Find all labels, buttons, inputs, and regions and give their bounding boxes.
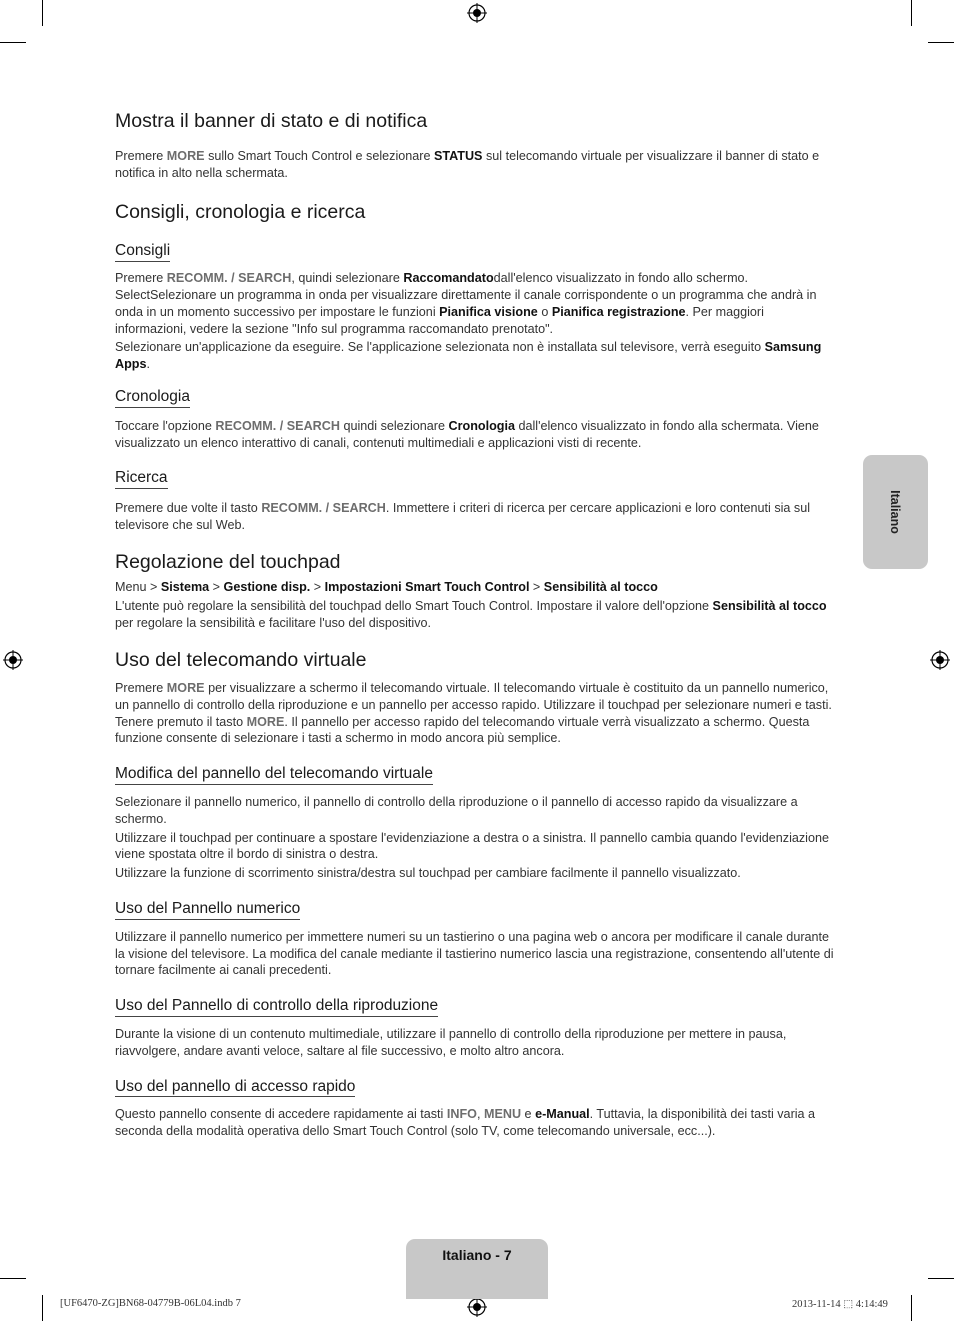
language-side-tab xyxy=(863,455,928,569)
key-name: RECOMM. / SEARCH xyxy=(166,271,292,286)
menu-option: Raccomandato xyxy=(403,271,494,286)
crop-mark xyxy=(42,1295,43,1321)
registration-mark-icon xyxy=(930,650,950,670)
menu-option: e-Manual xyxy=(535,1107,590,1122)
paragraph: Premere MORE sullo Smart Touch Control e selezionare STATUS sul telecomando virtuale per visualizzare il banner di stato e notifica in alto nella schermata. xyxy=(115,149,820,181)
page-number-tab xyxy=(406,1239,548,1299)
paragraph: Premere RECOMM. / SEARCH, quindi selezionare Raccomandatodall'elenco visualizzato in fondo allo schermo. SelectSelezionare un programma in onda per visualizzare direttamente il canale corrispondente o un programma che andrà in onda in un momento successivo per impostare le funzioni Pianifica visione o Pianifica registrazione. Per maggiori informazioni, vedere la sezione "Info sul programma raccomandato prenotato". xyxy=(115,271,817,336)
key-name: MENU xyxy=(483,1107,522,1122)
menu-option: Gestione disp. xyxy=(223,580,311,595)
subsection-title: Consigli xyxy=(115,242,170,262)
menu-option: Impostazioni Smart Touch Control xyxy=(324,580,530,595)
language-label: Italiano xyxy=(888,490,902,534)
crop-mark xyxy=(0,1278,26,1279)
menu-option: Sensibilità al tocco xyxy=(543,580,658,595)
key-name: MORE xyxy=(166,149,205,164)
subsection-title: Uso del Pannello numerico xyxy=(115,900,300,920)
paragraph: Selezionare un'applicazione da eseguire. Se l'applicazione selezionata non è installata sul televisore, verrà eseguito Samsung Apps. xyxy=(115,340,822,372)
paragraph: Utilizzare la funzione di scorrimento sinistra/destra sul touchpad per cambiare facilmente il pannello visualizzato. xyxy=(115,866,741,881)
subsection-title: Ricerca xyxy=(115,469,168,489)
crop-mark xyxy=(928,42,954,43)
section-title: Regolazione del touchpad xyxy=(115,550,341,573)
key-name: MORE xyxy=(166,680,205,695)
menu-option: STATUS xyxy=(433,149,483,164)
menu-option: Pianifica registrazione xyxy=(551,304,686,319)
paragraph: Premere MORE per visualizzare a schermo il telecomando virtuale. Il telecomando virtuale è costituito da un pannello numerico, un pannello di controllo della riproduzione e un pannello per accesso rapido. Utilizzare il touchpad per selezionare numeri e tasti. Tenere premuto il tasto MORE. Il pannello per accesso rapido del telecomando virtuale verrà visualizzato a schermo. Questa funzione consente di selezionare i tasti a schermo in modo ancora più semplice. xyxy=(115,680,832,746)
menu-option: Sistema xyxy=(160,580,210,595)
paragraph: Toccare l'opzione RECOMM. / SEARCH quindi selezionare Cronologia dall'elenco visualizzato in fondo alla schermata. Viene visualizzato un elenco interattivo di canali, contenuti multimediali e applicazioni visti di recente. xyxy=(115,418,819,450)
crop-mark xyxy=(911,1295,912,1321)
paragraph: Premere due volte il tasto RECOMM. / SEARCH. Immettere i criteri di ricerca per cercare applicazioni e loro contenuti sia sul televisore che sul Web. xyxy=(115,501,811,532)
key-name: MORE xyxy=(246,714,285,729)
key-name: RECOMM. / SEARCH xyxy=(261,501,386,516)
crop-mark xyxy=(911,0,912,26)
print-footer-left: [UF6470-ZG]BN68-04779B-06L04.indb 7 xyxy=(60,1298,241,1309)
page-number: Italiano - 7 xyxy=(442,1247,512,1263)
menu-path: Menu > Sistema > Gestione disp. > Impostazioni Smart Touch Control > Sensibilità al tocco xyxy=(115,580,658,595)
registration-mark-icon xyxy=(3,650,23,670)
menu-option: Sensibilità al tocco xyxy=(712,598,827,613)
paragraph: Utilizzare il pannello numerico per immettere numeri su un tastierino o una pagina web o ancora per modificare il canale durante la visione del televisore. La modifica del canale mediante il tastierino numerico lascia una registrazione, consentendo all'utente di tornare facilmente ai canali precedenti. xyxy=(115,929,834,978)
section-title: Mostra il banner di stato e di notifica xyxy=(115,110,428,132)
print-footer-right: 2013-11-14 ⬚ 4:14:49 xyxy=(792,1299,888,1310)
key-name: INFO xyxy=(446,1107,477,1122)
paragraph: Questo pannello consente di accedere rapidamente ai tasti INFO, MENU e e-Manual. Tuttavia, la disponibilità dei tasti varia a seconda della modalità operativa dello Smart Touch Control (solo TV, come telecomando universale, ecc...). xyxy=(115,1107,816,1139)
paragraph: L'utente può regolare la sensibilità del touchpad dello Smart Touch Control. Impostare il valore dell'opzione Sensibilità al tocco per regolare la sensibilità e facilitare l'uso del dispositivo. xyxy=(115,598,827,630)
manual-content xyxy=(115,110,837,1140)
subsection-title: Uso del pannello di accesso rapido xyxy=(115,1078,355,1098)
subsection-title: Modifica del pannello del telecomando virtuale xyxy=(115,765,433,785)
section-title: Uso del telecomando virtuale xyxy=(115,648,367,671)
paragraph: Selezionare il pannello numerico, il pannello di controllo della riproduzione o il pannello di accesso rapido da visualizzare a schermo. xyxy=(115,794,798,826)
paragraph: Durante la visione di un contenuto multimediale, utilizzare il pannello di controllo della riproduzione per mettere in pausa, riavvolgere, andare avanti veloce, saltare al file successivo, e molto altro ancora. xyxy=(115,1026,787,1058)
crop-mark xyxy=(0,42,26,43)
section-title: Consigli, cronologia e ricerca xyxy=(115,200,366,223)
paragraph: Utilizzare il touchpad per continuare a spostare l'evidenziazione a destra o a sinistra. Il pannello cambia quando l'evidenziazione viene spostata oltre il bordo di sinistra o destra. xyxy=(115,830,829,862)
registration-mark-icon xyxy=(467,1297,487,1317)
subsection-title: Cronologia xyxy=(115,388,190,408)
menu-option: Cronologia xyxy=(448,418,515,433)
menu-option: Samsung Apps xyxy=(115,340,822,372)
key-name: RECOMM. / SEARCH xyxy=(215,418,340,433)
menu-option: Pianifica visione xyxy=(439,304,538,319)
crop-mark xyxy=(928,1278,954,1279)
registration-mark-icon xyxy=(467,3,487,23)
subsection-title: Uso del Pannello di controllo della riproduzione xyxy=(115,997,438,1017)
crop-mark xyxy=(42,0,43,26)
